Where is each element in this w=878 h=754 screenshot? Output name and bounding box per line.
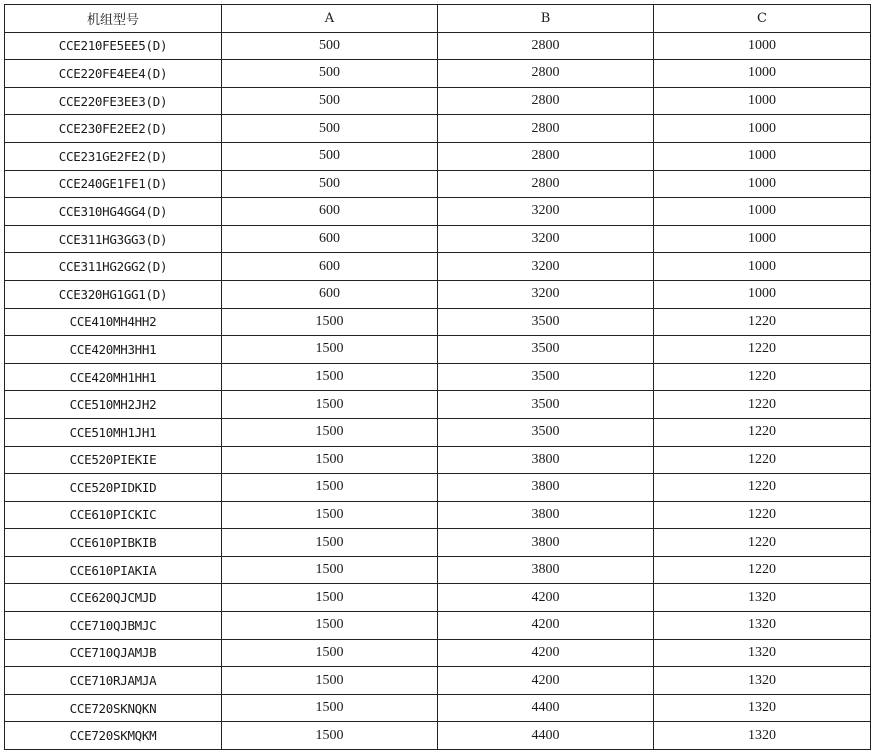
c-value-cell: 1320 [654,584,871,612]
model-cell: CCE311HG2GG2(D) [5,253,222,281]
b-value-cell: 2800 [438,32,654,60]
a-value-cell: 600 [222,225,438,253]
header-b: B [438,5,654,33]
c-value-cell: 1220 [654,363,871,391]
model-cell: CCE310HG4GG4(D) [5,198,222,226]
header-c: C [654,5,871,33]
b-value-cell: 3200 [438,280,654,308]
c-value-cell: 1000 [654,32,871,60]
c-value-cell: 1000 [654,60,871,88]
c-value-cell: 1220 [654,474,871,502]
model-cell: CCE210FE5EE5(D) [5,32,222,60]
table-row [5,391,871,419]
a-value-cell: 1500 [222,446,438,474]
a-value-cell: 500 [222,32,438,60]
b-value-cell: 3800 [438,529,654,557]
a-value-cell: 1500 [222,667,438,695]
table-row [5,612,871,640]
table-row [5,225,871,253]
c-value-cell: 1000 [654,225,871,253]
a-value-cell: 1500 [222,612,438,640]
table-row [5,170,871,198]
a-value-cell: 1500 [222,501,438,529]
b-value-cell: 3500 [438,363,654,391]
a-value-cell: 1500 [222,584,438,612]
unit-dimension-table [4,4,871,750]
table-row [5,142,871,170]
a-value-cell: 500 [222,170,438,198]
table-row [5,667,871,695]
table-row [5,446,871,474]
model-cell: CCE220FE4EE4(D) [5,60,222,88]
c-value-cell: 1220 [654,336,871,364]
a-value-cell: 1500 [222,694,438,722]
model-cell: CCE320HG1GG1(D) [5,280,222,308]
table-row [5,32,871,60]
a-value-cell: 1500 [222,418,438,446]
table-row [5,722,871,750]
model-cell: CCE610PICKIC [5,501,222,529]
a-value-cell: 1500 [222,639,438,667]
model-cell: CCE520PIEKIE [5,446,222,474]
model-cell: CCE410MH4HH2 [5,308,222,336]
c-value-cell: 1220 [654,556,871,584]
a-value-cell: 1500 [222,529,438,557]
a-value-cell: 600 [222,253,438,281]
table-row [5,115,871,143]
c-value-cell: 1000 [654,142,871,170]
c-value-cell: 1000 [654,253,871,281]
table-row [5,363,871,391]
model-cell: CCE620QJCMJD [5,584,222,612]
a-value-cell: 500 [222,115,438,143]
b-value-cell: 4200 [438,667,654,695]
model-cell: CCE710RJAMJA [5,667,222,695]
b-value-cell: 2800 [438,170,654,198]
b-value-cell: 4400 [438,694,654,722]
table-row [5,584,871,612]
model-cell: CCE240GE1FE1(D) [5,170,222,198]
b-value-cell: 3200 [438,198,654,226]
model-cell: CCE610PIAKIA [5,556,222,584]
table-header-row [5,5,871,33]
c-value-cell: 1220 [654,529,871,557]
a-value-cell: 1500 [222,336,438,364]
b-value-cell: 3500 [438,308,654,336]
b-value-cell: 3500 [438,391,654,419]
c-value-cell: 1220 [654,501,871,529]
model-cell: CCE420MH3HH1 [5,336,222,364]
table-row [5,253,871,281]
table-row [5,280,871,308]
a-value-cell: 1500 [222,722,438,750]
header-a: A [222,5,438,33]
a-value-cell: 1500 [222,391,438,419]
b-value-cell: 3500 [438,336,654,364]
b-value-cell: 3800 [438,556,654,584]
c-value-cell: 1320 [654,722,871,750]
b-value-cell: 2800 [438,87,654,115]
b-value-cell: 4200 [438,584,654,612]
table-row [5,529,871,557]
b-value-cell: 3200 [438,253,654,281]
a-value-cell: 1500 [222,363,438,391]
c-value-cell: 1220 [654,446,871,474]
model-cell: CCE610PIBKIB [5,529,222,557]
model-cell: CCE520PIDKID [5,474,222,502]
table-row [5,556,871,584]
table-row [5,418,871,446]
a-value-cell: 1500 [222,556,438,584]
b-value-cell: 4400 [438,722,654,750]
table-row [5,60,871,88]
header-model: 机组型号 [5,5,222,33]
c-value-cell: 1220 [654,308,871,336]
c-value-cell: 1000 [654,87,871,115]
c-value-cell: 1000 [654,280,871,308]
model-cell: CCE231GE2FE2(D) [5,142,222,170]
a-value-cell: 600 [222,198,438,226]
table-row [5,198,871,226]
table-row [5,308,871,336]
table-row [5,474,871,502]
model-cell: CCE420MH1HH1 [5,363,222,391]
c-value-cell: 1320 [654,612,871,640]
model-cell: CCE720SKNQKN [5,694,222,722]
a-value-cell: 1500 [222,474,438,502]
b-value-cell: 3800 [438,446,654,474]
table-row [5,501,871,529]
b-value-cell: 4200 [438,639,654,667]
model-cell: CCE720SKMQKM [5,722,222,750]
b-value-cell: 4200 [438,612,654,640]
table-row [5,336,871,364]
b-value-cell: 3200 [438,225,654,253]
table-body [5,32,871,749]
b-value-cell: 2800 [438,115,654,143]
b-value-cell: 2800 [438,142,654,170]
model-cell: CCE710QJAMJB [5,639,222,667]
c-value-cell: 1320 [654,639,871,667]
model-cell: CCE311HG3GG3(D) [5,225,222,253]
a-value-cell: 500 [222,87,438,115]
c-value-cell: 1220 [654,391,871,419]
a-value-cell: 500 [222,60,438,88]
table-row [5,639,871,667]
model-cell: CCE510MH2JH2 [5,391,222,419]
b-value-cell: 3800 [438,501,654,529]
model-cell: CCE710QJBMJC [5,612,222,640]
model-cell: CCE230FE2EE2(D) [5,115,222,143]
b-value-cell: 3800 [438,474,654,502]
table-row [5,694,871,722]
b-value-cell: 2800 [438,60,654,88]
c-value-cell: 1320 [654,667,871,695]
a-value-cell: 500 [222,142,438,170]
model-cell: CCE220FE3EE3(D) [5,87,222,115]
a-value-cell: 600 [222,280,438,308]
c-value-cell: 1320 [654,694,871,722]
model-cell: CCE510MH1JH1 [5,418,222,446]
b-value-cell: 3500 [438,418,654,446]
table-row [5,87,871,115]
c-value-cell: 1000 [654,198,871,226]
a-value-cell: 1500 [222,308,438,336]
c-value-cell: 1000 [654,115,871,143]
c-value-cell: 1220 [654,418,871,446]
c-value-cell: 1000 [654,170,871,198]
